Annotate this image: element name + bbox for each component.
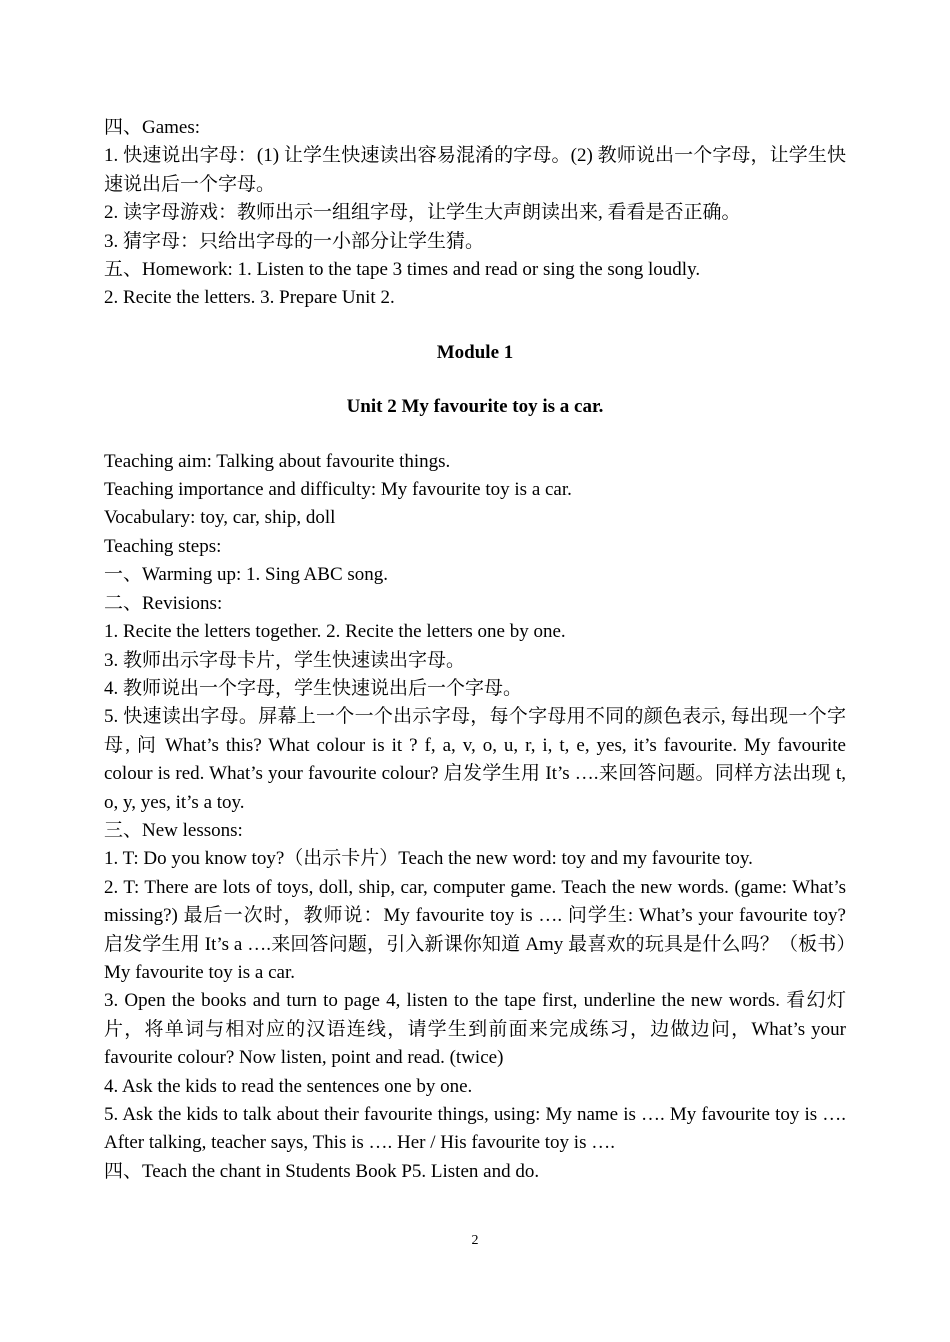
page-number: 2 bbox=[471, 1233, 479, 1248]
chant-line: 四、Teach the chant in Students Book P5. Listen and do. bbox=[104, 1160, 540, 1182]
games-item-1: 1. 快速说出字母：(1) 让学生快速读出容易混淆的字母。(2) 教师说出一个字母，让学生快速说出后一个字母。 bbox=[104, 145, 846, 195]
revisions-heading: 二、Revisions: bbox=[104, 592, 223, 614]
new-lessons-item-1: 1. T: Do you know toy?（出示卡片）Teach the new word: toy and my favourite toy. bbox=[104, 848, 753, 870]
warming-up: 一、Warming up: 1. Sing ABC song. bbox=[104, 564, 389, 586]
document-page bbox=[104, 114, 846, 1186]
teaching-steps: Teaching steps: bbox=[104, 535, 222, 557]
games-item-2: 2. 读字母游戏：教师出示一组组字母，让学生大声朗读出来, 看看是否正确。 bbox=[104, 202, 741, 224]
homework-line-1: 五、Homework: 1. Listen to the tape 3 times and read or sing the song loudly. bbox=[104, 259, 701, 281]
games-item-3: 3. 猜字母：只给出字母的一小部分让学生猜。 bbox=[104, 230, 485, 252]
unit-title: Unit 2 My favourite toy is a car. bbox=[346, 396, 604, 418]
teaching-aim: Teaching aim: Talking about favourite things. bbox=[104, 450, 451, 472]
new-lessons-item-2: 2. T: There are lots of toys, doll, ship, car, computer game. Teach the new words. (game: What’s missing?) 最后一次时，教师说：My favourite toy is …. 问学生: What’s your favourite toy? 启发学生用 It’s a ….来回答问题，引入新课你知道 Amy 最喜欢的玩具是什么吗？（板书）My favourite toy is a car. bbox=[104, 876, 846, 983]
homework-line-2: 2. Recite the letters. 3. Prepare Unit 2. bbox=[104, 287, 395, 309]
teaching-importance: Teaching importance and difficulty: My favourite toy is a car. bbox=[104, 479, 572, 501]
module-title: Module 1 bbox=[436, 341, 514, 363]
revisions-item-3: 3. 教师出示字母卡片，学生快速读出字母。 bbox=[104, 649, 466, 671]
vocabulary: Vocabulary: toy, car, ship, doll bbox=[104, 507, 336, 529]
revisions-item-5: 5. 快速读出字母。屏幕上一个一个出示字母，每个字母用不同的颜色表示, 每出现一个字母, 问 What’s this? What colour is it ? f, a, v, o, u, r, i, t, e, yes, it’s favourite. My favourite colour is red. What’s your favourite colour? 启发学生用 It’s ….来回答问题。同样方法出现 t, o, y, yes, it’s a toy. bbox=[104, 706, 846, 813]
new-lessons-item-3: 3. Open the books and turn to page 4, listen to the tape first, underline the new words. 看幻灯片，将单词与相对应的汉语连线，请学生到前面来完成练习，边做边问，What’s your favourite colour? Now listen, point and read. (twice) bbox=[104, 990, 846, 1069]
new-lessons-item-4: 4. Ask the kids to read the sentences one by one. bbox=[104, 1075, 473, 1097]
new-lessons-item-5: 5. Ask the kids to talk about their favourite things, using: My name is …. My favourite toy is …. After talking, teacher says, This is …. Her / His favourite toy is …. bbox=[104, 1104, 846, 1154]
revisions-item-4: 4. 教师说出一个字母，学生快速说出后一个字母。 bbox=[104, 677, 523, 699]
new-lessons-heading: 三、New lessons: bbox=[104, 819, 243, 841]
games-heading: 四、Games: bbox=[104, 117, 201, 138]
revisions-item-1: 1. Recite the letters together. 2. Recite the letters one by one. bbox=[104, 621, 566, 643]
